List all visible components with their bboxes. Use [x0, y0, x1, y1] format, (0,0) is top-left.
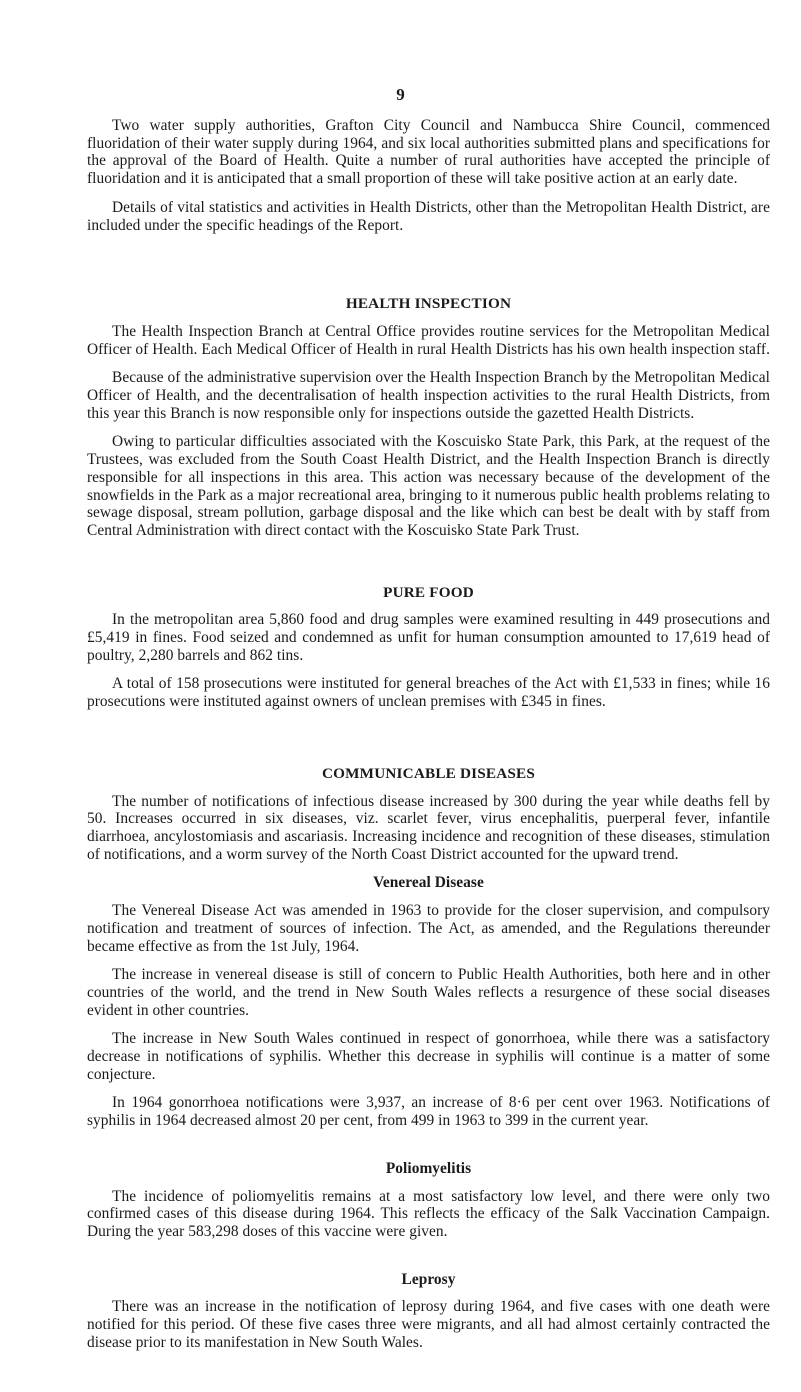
pure-food-paragraph-1: In the metropolitan area 5,860 food and drug samples were examined resulting in 449 prosecutions and £5,419 in fines. Food seized and condemned as unfit for human consumption amounted to 17,619 head of poultry, 2,280 barrels and 862 tins. — [87, 611, 770, 664]
health-inspection-paragraph-1: The Health Inspection Branch at Central Office provides routine services for the Metropolitan Medical Officer of Health. Each Medical Officer of Health in rural Health Districts has his own health inspection staff. — [87, 322, 770, 358]
heading-health-inspection: HEALTH INSPECTION — [345, 295, 512, 313]
subheading-venereal-disease: Venereal Disease — [373, 874, 484, 892]
leprosy-paragraph-1: There was an increase in the notification of leprosy during 1964, and five cases with one death were notified for this period. Of these five cases three were migrants, and all had almost certainly contracted the disease prior to its manifestation in New South Wales. — [87, 1298, 770, 1351]
poliomyelitis-paragraph-1: The incidence of poliomyelitis remains at a most satisfactory low level, and there were only two confirmed cases of this disease during 1964. This reflects the efficacy of the Salk Vaccination Campaign. During the year 583,298 doses of this vaccine were given. — [87, 1187, 770, 1240]
venereal-disease-paragraph-3: The increase in New South Wales continued in respect of gonorrhoea, while there was a satisfactory decrease in notifications of syphilis. Whether this decrease in syphilis will continue is a matter of some conjecture. — [87, 1030, 770, 1083]
communicable-diseases-paragraph-1: The number of notifications of infectious disease increased by 300 during the year while deaths fell by 50. Increases occurred in six diseases, viz. scarlet fever, virus encephalitis, puerperal fever, infantile diarrhoea, ancylostomiasis and ascariasis. Increasing incidence and recognition of these diseases, stimulation of notifications, and a worm survey of the North Coast District accounted for the upward trend. — [87, 792, 770, 863]
heading-communicable-diseases: COMMUNICABLE DISEASES — [321, 764, 536, 782]
heading-pure-food: PURE FOOD — [383, 583, 474, 601]
health-inspection-paragraph-2: Because of the administrative supervision over the Health Inspection Branch by the Metropolitan Medical Officer of Health, and the decentralisation of health inspection activities to the rural Health Districts, from this year this Branch is now responsible only for inspections outside the gazetted Health Districts. — [87, 369, 770, 422]
subheading-poliomyelitis: Poliomyelitis — [385, 1159, 472, 1177]
subheading-leprosy: Leprosy — [401, 1270, 456, 1288]
venereal-disease-paragraph-4: In 1964 gonorrhoea notifications were 3,937, an increase of 8·6 per cent over 1963. Notifications of syphilis in 1964 decreased almost 20 per cent, from 499 in 1963 to 399 in the current year. — [87, 1094, 770, 1130]
health-inspection-paragraph-3: Owing to particular difficulties associated with the Koscuisko State Park, this Park, at the request of the Trustees, was excluded from the South Coast Health District, and the Health Inspection Branch is directly responsible for all inspections in this area. This action was necessary because of the development of the snowfields in the Park as a major recreational area, bringing to it numerous public health problems relating to sewage disposal, stream pollution, garbage disposal and the like which can best be dealt with by staff from Central Administration with direct contact with the Koscuisko State Park Trust. — [87, 433, 770, 539]
pure-food-paragraph-2: A total of 158 prosecutions were instituted for general breaches of the Act with £1,533 in fines; while 16 prosecutions were instituted against owners of unclean premises with £345 in fines. — [87, 675, 770, 711]
page-body — [87, 117, 770, 1362]
intro-paragraph-vital-statistics: Details of vital statistics and activities in Health Districts, other than the Metropolitan Health District, are included under the specific headings of the Report. — [87, 198, 770, 234]
venereal-disease-paragraph-2: The increase in venereal disease is still of concern to Public Health Authorities, both here and in other countries of the world, and the trend in New South Wales reflects a resurgence of these social diseases evident in other countries. — [87, 966, 770, 1019]
venereal-disease-paragraph-1: The Venereal Disease Act was amended in 1963 to provide for the closer supervision, and compulsory notification and treatment of sources of infection. The Act, as amended, and the Regulations thereunder became effective as from the 1st July, 1964. — [87, 902, 770, 955]
page-number: 9 — [396, 85, 405, 104]
intro-paragraph-fluoridation: Two water supply authorities, Grafton City Council and Nambucca Shire Council, commenced fluoridation of their water supply during 1964, and six local authorities submitted plans and specifications for the approval of the Board of Health. Quite a number of rural authorities have accepted the principle of fluoridation and it is anticipated that a small proportion of these will take positive action at an early date. — [87, 117, 770, 188]
